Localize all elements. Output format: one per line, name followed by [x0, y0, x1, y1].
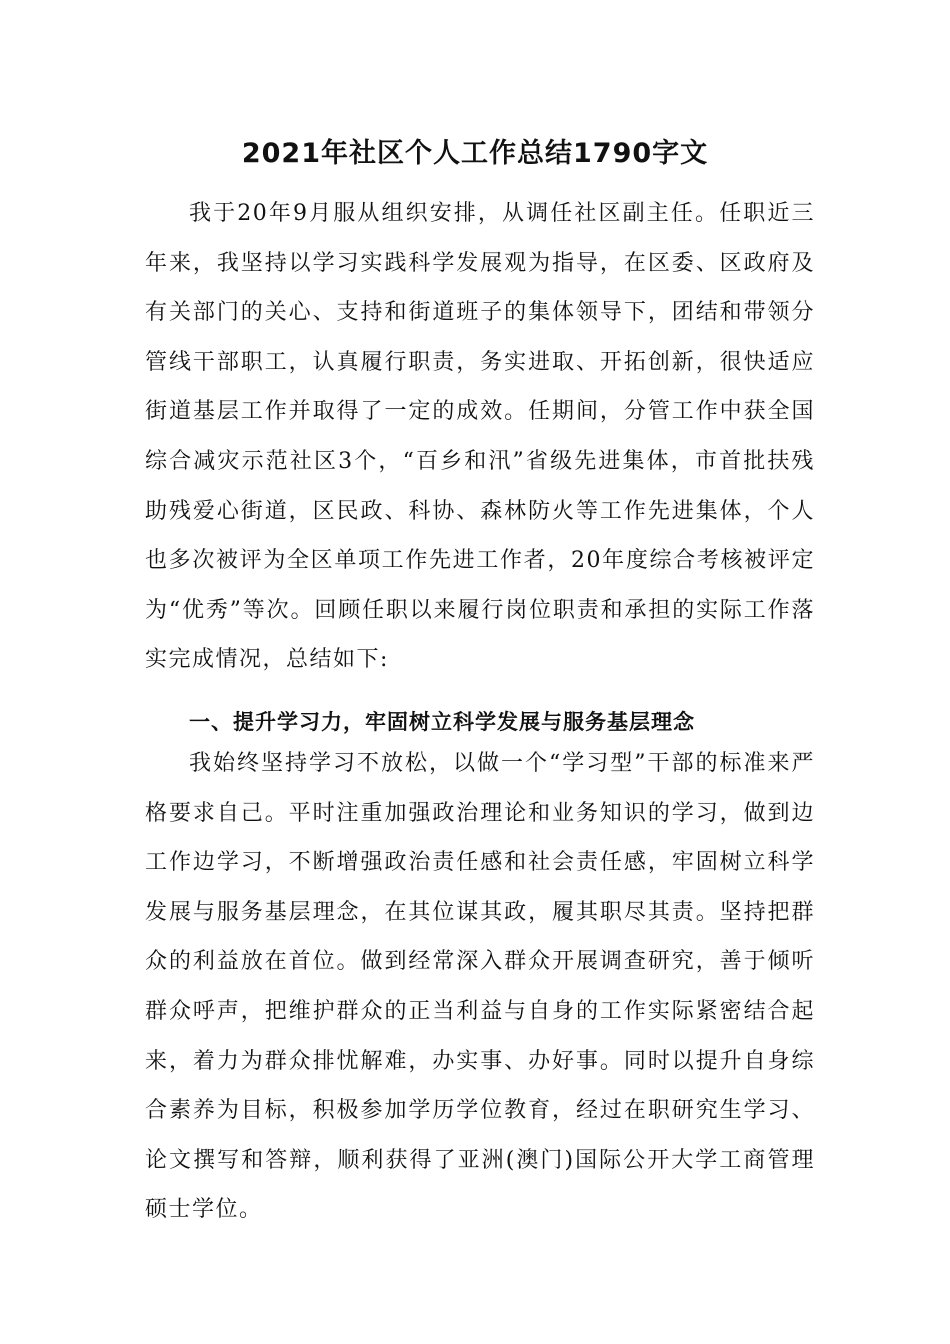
section-paragraph: 我始终坚持学习不放松，以做一个“学习型”干部的标准来严格要求自己。平时注重加强政治理论和业务知识的学习，做到边工作边学习，不断增强政治责任感和社会责任感，牢固树立科学发展与服务基层理念，在其位谋其政，履其职尽其责。坚持把群众的利益放在首位。做到经常深入群众开展调查研究，善于倾听群众呼声，把维护群众的正当利益与自身的工作实际紧密结合起来，着力为群众排忧解难，办实事、办好事。同时以提升自身综合素养为目标，积极参加学历学位教育，经过在职研究生学习、论文撰写和答辩，顺利获得了亚洲(澳门)国际公开大学工商管理硕士学位。	[145, 751, 815, 1223]
document-title: 2021年社区个人工作总结1790字文	[241, 138, 709, 169]
section-heading: 一、提升学习力，牢固树立科学发展与服务基层理念	[189, 710, 695, 734]
intro-paragraph: 我于20年9月服从组织安排，从调任社区副主任。任职近三年来，我坚持以学习实践科学发展观为指导，在区委、区政府及有关部门的关心、支持和街道班子的集体领导下，团结和带领分管线干部职工，认真履行职责，务实进取、开拓创新，很快适应街道基层工作并取得了一定的成效。任期间，分管工作中获全国综合减灾示范社区3个，“百乡和汛”省级先进集体，市首批扶残助残爱心街道，区民政、科协、森林防火等工作先进集体，个人也多次被评为全区单项工作先进工作者，20年度综合考核被评定为“优秀”等次。回顾任职以来履行岗位职责和承担的实际工作落实完成情况，总结如下:	[145, 201, 815, 673]
